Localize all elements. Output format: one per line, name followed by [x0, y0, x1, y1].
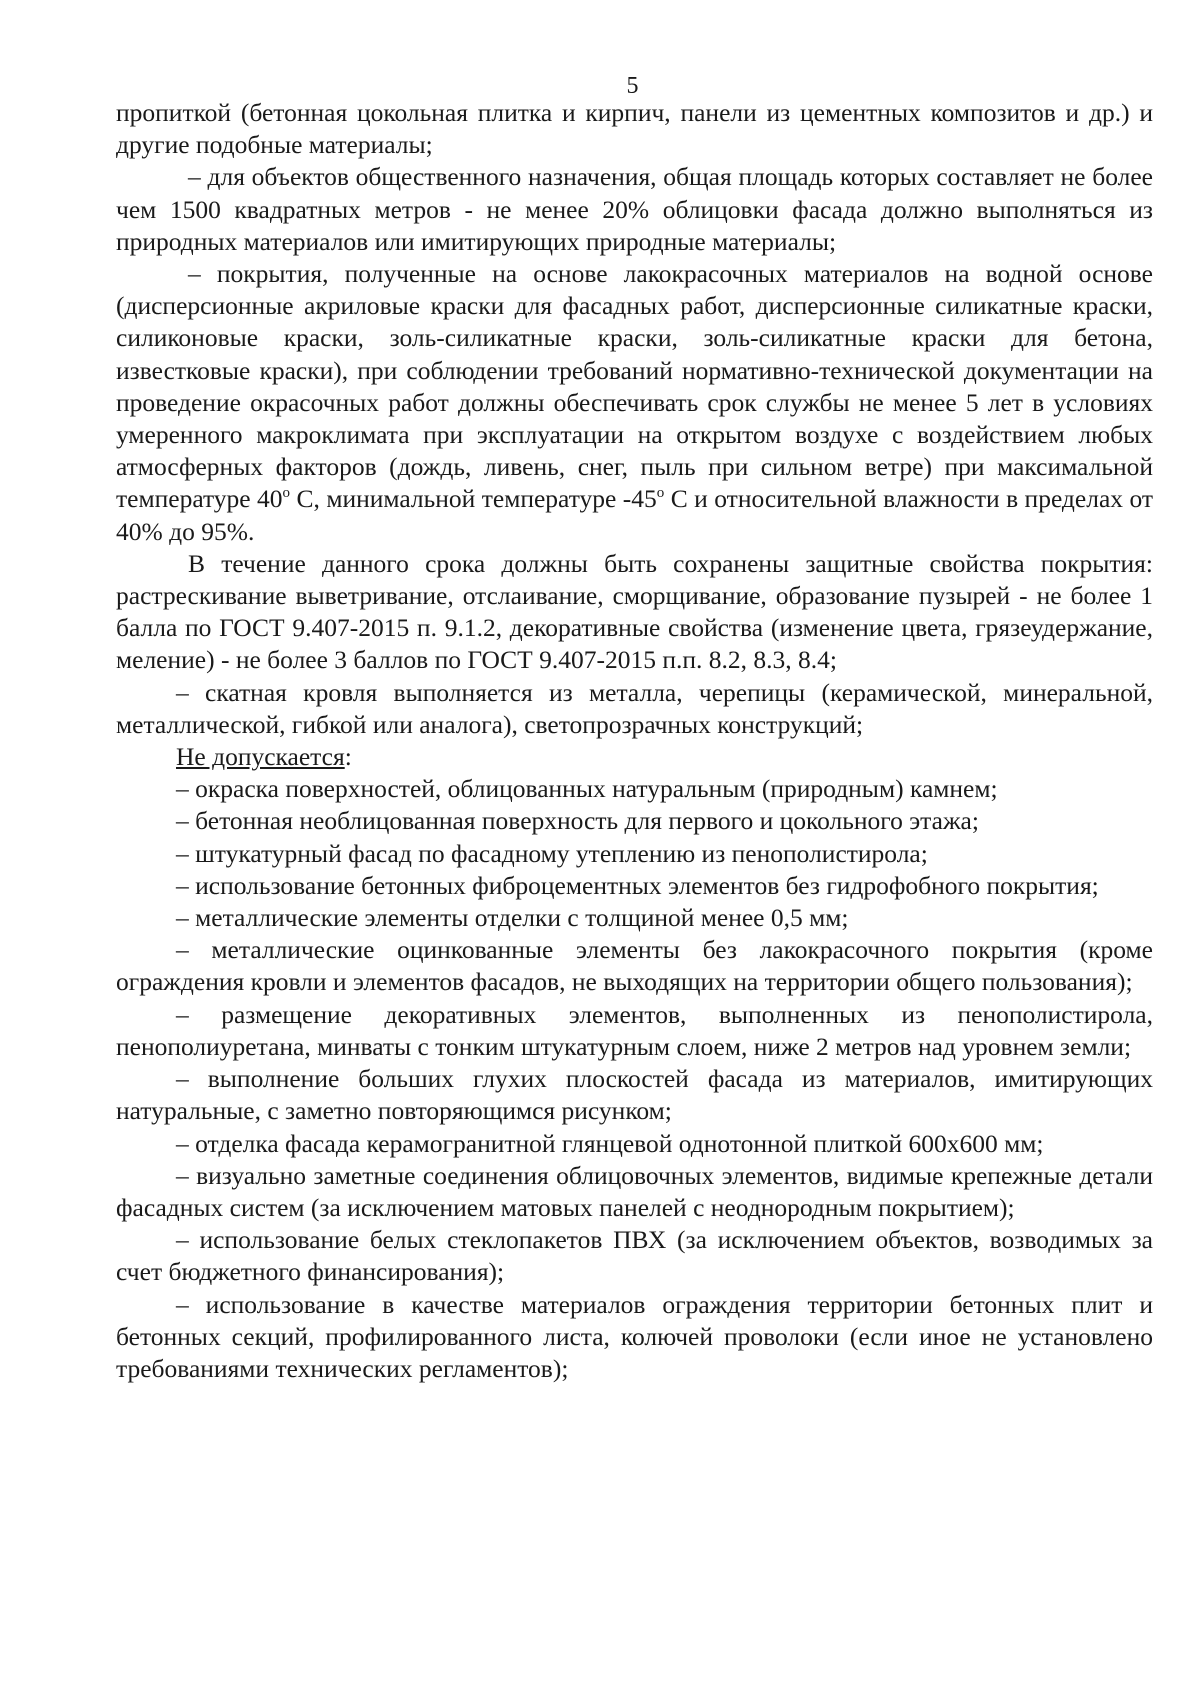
page-number: 5	[626, 73, 639, 99]
paint-coatings-text-1: – покрытия, полученные на основе лакокрасочных материалов на водной основе (дисперсионные акриловые краски для фасадных работ, дисперсионные силикатные краски, силиконовые краски, золь-силикатные краски, золь-силикатные краски для бетона, известковые краски), при соблюдении требований нормативно-технической документации на проведение окрасочных работ должны обеспечивать срок службы не менее 5 лет в условиях умеренного макроклимата при эксплуатации на открытом воздухе с воздействием любых атмосферных факторов (дождь, ливень, снег, пыль при сильном ветре) при максимальной температуре 40	[116, 259, 1153, 514]
document-body	[116, 97, 1153, 1385]
not-allowed-heading: Не допускается	[176, 742, 345, 772]
prohibited-item: – размещение декоративных элементов, выполненных из пенополистирола, пенополиуретана, минваты с тонким штукатурным слоем, ниже 2 метров над уровнем земли;	[116, 999, 1153, 1061]
paragraph-continuation: пропиткой (бетонная цокольная плитка и кирпич, панели из цементных композитов и др.) и другие подобные материалы;	[116, 98, 1153, 160]
not-allowed-heading-colon: :	[344, 742, 352, 772]
paint-coatings-text-2: С, минимальной температуре -45	[296, 484, 657, 514]
section-heading-not-allowed	[116, 741, 1153, 773]
prohibited-item: – бетонная необлицованная поверхность для первого и цокольного этажа;	[176, 806, 979, 836]
degree-sign-min: o	[656, 485, 665, 502]
list-item-public-buildings: – для объектов общественного назначения, общая площадь которых составляет не более чем 1500 квадратных метров - не менее 20% облицовки фасада должно выполняться из природных материалов или имитирующих природные материалы;	[116, 162, 1153, 256]
prohibited-item: – штукатурный фасад по фасадному утеплению из пенополистирола;	[176, 838, 928, 868]
prohibited-item: – использование белых стеклопакетов ПВХ (за исключением объектов, возводимых за счет бюджетного финансирования);	[116, 1225, 1153, 1287]
prohibited-item: – окраска поверхностей, облицованных натуральным (природным) камнем;	[176, 774, 998, 804]
prohibited-item: – отделка фасада керамогранитной глянцевой однотонной плиткой 600х600 мм;	[176, 1128, 1044, 1158]
prohibited-item: – использование бетонных фиброцементных элементов без гидрофобного покрытия;	[176, 870, 1099, 900]
degree-sign-max: o	[282, 485, 291, 502]
prohibited-item: – выполнение больших глухих плоскостей фасада из материалов, имитирующих натуральные, с заметно повторяющимся рисунком;	[116, 1064, 1153, 1126]
paragraph-protective-properties: В течение данного срока должны быть сохранены защитные свойства покрытия: растрескивание выветривание, отслаивание, сморщивание, образование пузырей - не более 1 балла по ГОСТ 9.407-2015 п. 9.1.2, декоративные свойства (изменение цвета, грязеудержание, меление) - не более 3 баллов по ГОСТ 9.407-2015 п.п. 8.2, 8.3, 8.4;	[116, 548, 1153, 675]
prohibited-item: – металлические оцинкованные элементы без лакокрасочного покрытия (кроме ограждения кровли и элементов фасадов, не выходящих на территории общего пользования);	[116, 935, 1153, 997]
list-item-pitched-roof: – скатная кровля выполняется из металла, черепицы (керамической, минеральной, металлической, гибкой или аналога), светопрозрачных конструкций;	[116, 677, 1153, 739]
paint-coatings-text-3: С и относительной влажности в пределах от 40% до 95%.	[116, 484, 1154, 546]
prohibited-item: – визуально заметные соединения облицовочных элементов, видимые крепежные детали фасадных систем (за исключением матовых панелей с неоднородным покрытием);	[116, 1160, 1153, 1222]
prohibited-item: – использование в качестве материалов ограждения территории бетонных плит и бетонных секций, профилированного листа, колючей проволоки (если иное не установлено требованиями технических регламентов);	[116, 1289, 1153, 1383]
prohibited-item: – металлические элементы отделки с толщиной менее 0,5 мм;	[176, 903, 849, 933]
list-item-paint-coatings	[116, 258, 1153, 548]
